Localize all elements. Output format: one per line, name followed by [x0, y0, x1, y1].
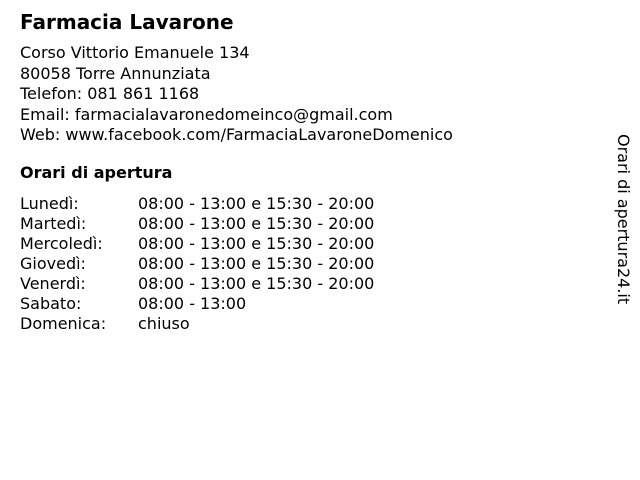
phone-line: Telefon: 081 861 1168: [20, 84, 200, 103]
day-hours: 08:00 - 13:00: [138, 294, 247, 313]
address-city: 80058 Torre Annunziata: [20, 63, 211, 83]
day-hours: 08:00 - 13:00 e 15:30 - 20:00: [138, 234, 375, 253]
day-hours: 08:00 - 13:00 e 15:30 - 20:00: [138, 254, 375, 273]
pharmacy-name: Farmacia Lavarone: [20, 10, 234, 34]
address-street: Corso Vittorio Emanuele 134: [20, 43, 250, 62]
day-label: Sabato:: [20, 294, 82, 313]
day-hours: 08:00 - 13:00 e 15:30 - 20:00: [138, 274, 375, 293]
day-hours: 08:00 - 13:00 e 15:30 - 20:00: [138, 194, 375, 213]
day-label: Giovedì:: [20, 254, 86, 273]
day-label: Lunedì:: [20, 194, 79, 213]
day-hours: 08:00 - 13:00 e 15:30 - 20:00: [138, 214, 375, 233]
day-label: Domenica:: [20, 314, 107, 333]
email-line: Email: farmacialavaronedomeinco@gmail.com: [20, 104, 393, 124]
site-watermark: Orari di apertura24.it: [614, 134, 633, 305]
day-label: Martedì:: [20, 214, 87, 233]
day-hours: chiuso: [138, 314, 190, 333]
day-label: Venerdì:: [20, 274, 86, 293]
day-label: Mercoledì:: [20, 234, 103, 253]
contact-block: [20, 43, 453, 146]
opening-hours-heading: Orari di apertura: [20, 163, 173, 182]
web-line: Web: www.facebook.com/FarmaciaLavaroneDomenico: [20, 125, 453, 144]
